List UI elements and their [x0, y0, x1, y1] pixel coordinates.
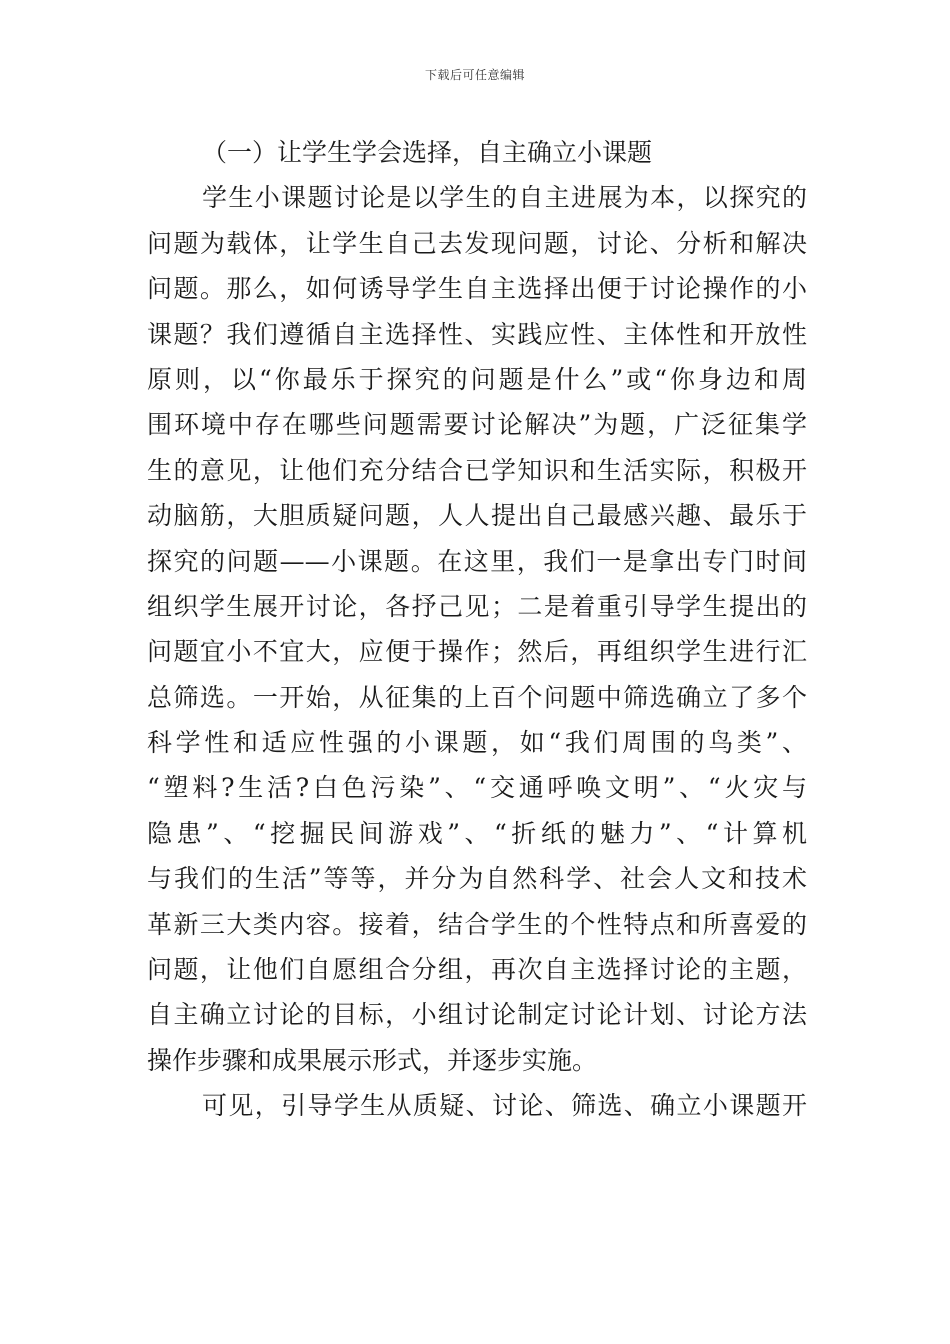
paragraph-line: 生的意见，让他们充分结合已学知识和生活实际，积极开 [147, 455, 807, 485]
paragraph-line: 革新三大类内容。接着，结合学生的个性特点和所喜爱的 [147, 909, 807, 939]
paragraph-line: 问题宜小不宜大，应便于操作；然后，再组织学生进行汇 [147, 637, 807, 667]
paragraph-line: “塑料?生活?白色污染”、“交通呼唤文明”、“火灾与 [147, 773, 807, 803]
paragraph-line: 探究的问题——小课题。在这里，我们一是拿出专门时间 [147, 546, 807, 576]
paragraph-line: 组织学生展开讨论，各抒己见；二是着重引导学生提出的 [147, 591, 807, 621]
paragraph-line: 操作步骤和成果展示形式，并逐步实施。 [147, 1045, 598, 1075]
document-body [147, 130, 807, 1129]
paragraph-line: 与我们的生活”等等，并分为自然科学、社会人文和技术 [147, 864, 807, 894]
paragraph-line: 学生小课题讨论是以学生的自主进展为本，以探究的 [202, 183, 807, 213]
paragraph-line: 总筛选。一开始，从征集的上百个问题中筛选确立了多个 [147, 682, 807, 712]
paragraph-line: 原则，以“你最乐于探究的问题是什么”或“你身边和周 [147, 364, 807, 394]
paragraph-line: 隐患”、“挖掘民间游戏”、“折纸的魅力”、“计算机 [147, 818, 807, 848]
paragraph-line: 课题？我们遵循自主选择性、实践应性、主体性和开放性 [147, 319, 807, 349]
paragraph-line: 科学性和适应性强的小课题，如“我们周围的鸟类”、 [147, 728, 807, 758]
header-note: 下载后可任意编辑 [424, 68, 525, 82]
paragraph-line: 问题，让他们自愿组合分组，再次自主选择讨论的主题， [147, 955, 807, 985]
paragraph-line: 动脑筋，大胆质疑问题，人人提出自己最感兴趣、最乐于 [147, 501, 807, 531]
paragraph-line: 问题为载体，让学生自己去发现问题，讨论、分析和解决 [147, 228, 807, 258]
paragraph-line: 可见，引导学生从质疑、讨论、筛选、确立小课题开 [202, 1091, 807, 1121]
paragraph-line: 围环境中存在哪些问题需要讨论解决”为题，广泛征集学 [147, 410, 807, 440]
paragraph-line: 问题。那么，如何诱导学生自主选择出便于讨论操作的小 [147, 274, 807, 304]
paragraph-line: 自主确立讨论的目标，小组讨论制定讨论计划、讨论方法 [147, 1000, 807, 1030]
section-heading: （一）让学生学会选择，自主确立小课题 [202, 138, 653, 167]
